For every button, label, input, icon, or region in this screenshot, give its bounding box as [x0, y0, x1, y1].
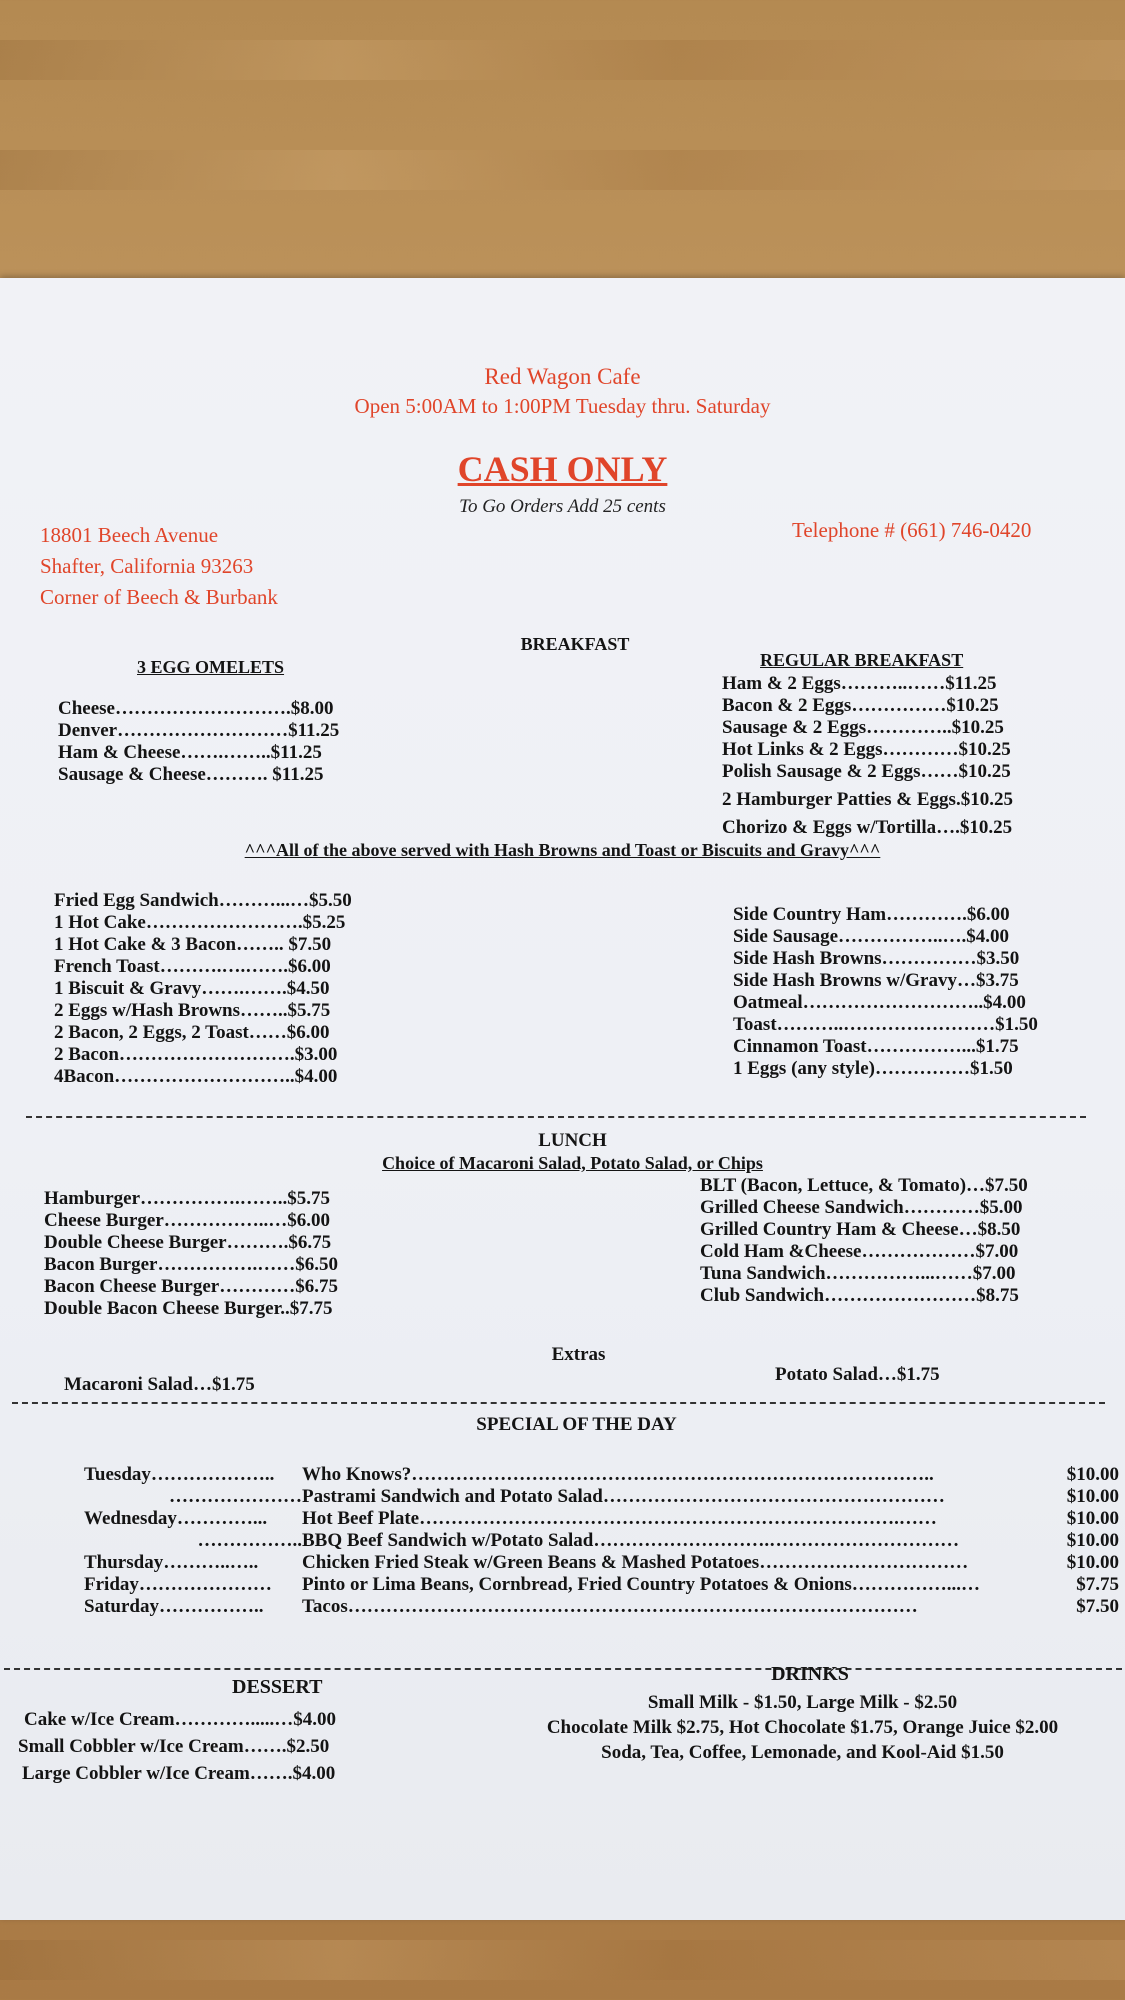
special-day: Friday…………………: [84, 1574, 272, 1595]
menu-item: Grilled Cheese Sandwich…………$5.00: [700, 1197, 1023, 1218]
menu-item: Sausage & 2 Eggs…………..$10.25: [722, 717, 1004, 738]
address-block: [40, 520, 278, 613]
menu-item: Side Hash Browns……………$3.50: [733, 948, 1020, 969]
menu-item: Fried Egg Sandwich………...…$5.50: [54, 890, 352, 911]
lunch-right-list: [700, 1175, 1028, 1307]
hours: Open 5:00AM to 1:00PM Tuesday thru. Saturday: [354, 394, 771, 418]
menu-item: Grilled Country Ham & Cheese…$8.50: [700, 1219, 1021, 1240]
lunch-left-list: [44, 1188, 338, 1320]
special-row: [84, 1464, 1119, 1486]
menu-item: 2 Eggs w/Hash Browns……..$5.75: [54, 1000, 331, 1021]
menu-item: French Toast……….….…….$6.00: [54, 956, 331, 977]
cafe-name: Red Wagon Cafe: [484, 364, 641, 389]
menu-item: Ham & 2 Eggs………..……$11.25: [722, 673, 997, 694]
side-items-list: [733, 904, 1038, 1080]
extras-title: Extras: [551, 1344, 606, 1365]
special-price: $10.00: [1066, 1508, 1119, 1529]
lunch-title: LUNCH: [538, 1130, 607, 1151]
menu-item: Tuna Sandwich……………...……$7.00: [700, 1263, 1016, 1284]
menu-item: 2 Bacon……………………….$3.00: [54, 1044, 338, 1065]
special-day: …………………: [169, 1486, 302, 1507]
special-dish: Chicken Fried Steak w/Green Beans & Mashed Potatoes……………………………: [302, 1552, 969, 1573]
drink-line: Small Milk - $1.50, Large Milk - $2.50: [647, 1692, 958, 1713]
wood-grain: [0, 40, 1125, 80]
telephone: Telephone # (661) 746-0420: [792, 518, 1032, 542]
special-title: SPECIAL OF THE DAY: [476, 1414, 677, 1435]
menu-item: Sausage & Cheese………. $11.25: [58, 764, 324, 785]
menu-paper: [0, 278, 1125, 1920]
menu-item: Cinnamon Toast……………...$1.75: [733, 1036, 1019, 1057]
menu-item: Cold Ham &Cheese………………$7.00: [700, 1241, 1019, 1262]
special-dish: Pastrami Sandwich and Potato Salad………………………………………………: [302, 1486, 945, 1507]
lunch-choice: Choice of Macaroni Salad, Potato Salad, or Chips: [382, 1153, 763, 1173]
special-price: $10.00: [1066, 1464, 1119, 1485]
special-row: [84, 1508, 1119, 1530]
menu-item: 1 Hot Cake & 3 Bacon…….. $7.50: [54, 934, 332, 955]
special-dish: Tacos………………………………………………………………………………: [302, 1596, 918, 1617]
drinks-list: [500, 1690, 1105, 1765]
special-row: [84, 1530, 1119, 1552]
menu-item: Small Cobbler w/Ice Cream…….$2.50: [18, 1736, 330, 1757]
extra-macaroni: Macaroni Salad…$1.75: [64, 1374, 255, 1395]
special-day: ……………..: [197, 1530, 302, 1551]
special-price: $10.00: [1066, 1530, 1119, 1551]
served-with-note: ^^^All of the above served with Hash Browns and Toast or Biscuits and Gravy^^^: [244, 840, 881, 860]
special-day: Wednesday…………...: [84, 1508, 268, 1529]
address-line: 18801 Beech Avenue: [40, 523, 219, 547]
menu-item: Hot Links & 2 Eggs…………$10.25: [722, 739, 1011, 760]
special-dish: Pinto or Lima Beans, Cornbread, Fried Country Potatoes & Onions……………...…: [302, 1574, 981, 1595]
special-row: [84, 1574, 1119, 1596]
regular-breakfast-title: REGULAR BREAKFAST: [760, 650, 964, 670]
breakfast-title: BREAKFAST: [520, 634, 630, 654]
wood-grain: [0, 1940, 1125, 1980]
cash-only: CASH ONLY: [457, 449, 668, 489]
menu-item: 4Bacon………………………..$4.00: [54, 1066, 338, 1087]
omelets-title: 3 EGG OMELETS: [137, 657, 285, 677]
menu-item: Side Sausage……………..….$4.00: [733, 926, 1010, 947]
menu-item: Bacon Burger…………….……$6.50: [44, 1254, 338, 1275]
special-dish: BBQ Beef Sandwich w/Potato Salad……………………….…………………………: [302, 1530, 960, 1551]
special-row: [84, 1552, 1119, 1574]
special-price: $10.00: [1066, 1552, 1119, 1573]
menu-item: Toast………..……………………$1.50: [733, 1014, 1038, 1035]
menu-item: Large Cobbler w/Ice Cream…….$4.00: [22, 1763, 336, 1784]
special-row: [84, 1596, 1119, 1618]
menu-item: Hamburger…………….……..$5.75: [44, 1188, 331, 1209]
special-price: $7.50: [1076, 1596, 1119, 1617]
dessert-title: DESSERT: [232, 1676, 323, 1698]
special-list: [84, 1464, 1119, 1618]
special-dish: Hot Beef Plate………………………………………………………………….……: [302, 1508, 937, 1529]
dessert-list: [18, 1706, 336, 1787]
wood-grain: [0, 150, 1125, 190]
address-line: Corner of Beech & Burbank: [40, 585, 278, 609]
omelets-list: [58, 698, 339, 786]
extra-potato: Potato Salad…$1.75: [775, 1364, 940, 1385]
breakfast-items-list: [54, 890, 352, 1088]
drink-line: Chocolate Milk $2.75, Hot Chocolate $1.75, Orange Juice $2.00: [546, 1717, 1059, 1738]
menu-item: Ham & Cheese…….……..$11.25: [58, 742, 322, 763]
menu-item: Cheese……………………….$8.00: [58, 698, 334, 719]
menu-item: Oatmeal………………………..$4.00: [733, 992, 1026, 1013]
drink-line: Soda, Tea, Coffee, Lemonade, and Kool-Aid $1.50: [601, 1742, 1004, 1763]
special-day: Thursday………..…..: [84, 1552, 259, 1573]
menu-item: Double Bacon Cheese Burger..$7.75: [44, 1298, 333, 1319]
menu-item: Denver………………………$11.25: [58, 720, 340, 741]
divider: [26, 1116, 1086, 1118]
special-price: $7.75: [1076, 1574, 1119, 1595]
menu-item: BLT (Bacon, Lettuce, & Tomato)…$7.50: [700, 1175, 1028, 1196]
divider: [12, 1402, 1105, 1404]
regular-breakfast-list: [722, 673, 1013, 839]
menu-item: Side Country Ham………….$6.00: [733, 904, 1010, 925]
menu-item: 1 Eggs (any style)……………$1.50: [733, 1058, 1013, 1079]
menu-item: 2 Hamburger Patties & Eggs.$10.25: [722, 789, 1013, 810]
menu-item: Double Cheese Burger……….$6.75: [44, 1232, 332, 1253]
menu-item: Cheese Burger……………..…$6.00: [44, 1210, 331, 1231]
menu-item: Chorizo & Eggs w/Tortilla….$10.25: [722, 817, 1013, 838]
special-row: [84, 1486, 1119, 1508]
menu-item: Side Hash Browns w/Gravy…$3.75: [733, 970, 1019, 991]
special-dish: Who Knows?………………………………………………………………………..: [302, 1464, 934, 1485]
special-day: Saturday……………..: [84, 1596, 264, 1617]
menu-item: Cake w/Ice Cream………….....…$4.00: [24, 1709, 337, 1730]
menu-item: Bacon & 2 Eggs……………$10.25: [722, 695, 999, 716]
special-day: Tuesday………………..: [84, 1464, 275, 1485]
menu-item: 2 Bacon, 2 Eggs, 2 Toast……$6.00: [54, 1022, 330, 1043]
to-go-note: To Go Orders Add 25 cents: [459, 496, 666, 517]
special-price: $10.00: [1066, 1486, 1119, 1507]
menu-item: Club Sandwich……………………$8.75: [700, 1285, 1019, 1306]
address-line: Shafter, California 93263: [40, 554, 254, 578]
drinks-title: DRINKS: [771, 1663, 849, 1685]
menu-item: Bacon Cheese Burger…………$6.75: [44, 1276, 338, 1297]
menu-item: Polish Sausage & 2 Eggs……$10.25: [722, 761, 1011, 782]
menu-item: 1 Hot Cake…………………….$5.25: [54, 912, 346, 933]
menu-item: 1 Biscuit & Gravy…….…….$4.50: [54, 978, 330, 999]
